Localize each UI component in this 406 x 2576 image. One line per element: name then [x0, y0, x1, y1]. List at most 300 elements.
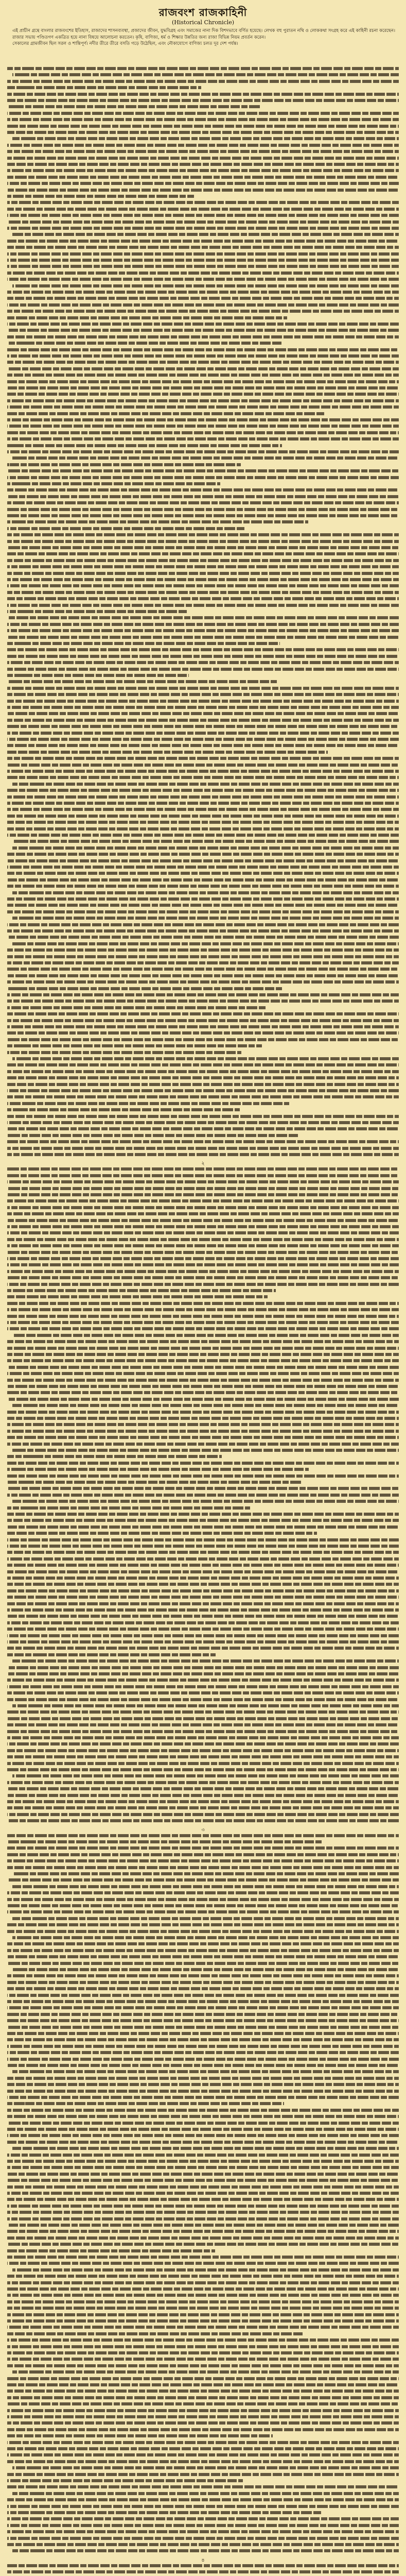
text-line — [7, 425, 399, 428]
text-line — [7, 2006, 399, 2009]
text-line — [7, 1583, 399, 1586]
text-line — [12, 2466, 399, 2469]
text-line — [7, 1640, 399, 1643]
text-line — [7, 508, 399, 511]
text-line — [7, 520, 308, 523]
text-line — [7, 495, 399, 498]
text-line — [7, 1768, 399, 1771]
text-line — [7, 904, 399, 907]
text-line — [7, 1347, 399, 1350]
text-line — [12, 73, 399, 76]
text-line — [7, 1411, 399, 1414]
text-line — [7, 2064, 399, 2067]
text-line — [7, 1813, 399, 1816]
text-line — [7, 1283, 399, 1286]
text-line — [7, 948, 399, 952]
text-line — [7, 1806, 399, 1809]
text-line — [7, 112, 399, 115]
text-line — [7, 169, 399, 172]
text-line — [12, 284, 399, 287]
text-line — [7, 444, 282, 447]
text-line — [7, 393, 399, 396]
text-line — [12, 1936, 399, 1939]
text-line — [7, 144, 399, 147]
text-line — [7, 808, 399, 811]
text-line — [7, 2434, 273, 2437]
title-block — [7, 6, 399, 26]
text-line — [7, 2473, 399, 2476]
text-line — [7, 1187, 399, 1190]
text-line — [12, 2492, 399, 2495]
text-line — [7, 240, 399, 243]
text-line — [7, 2530, 399, 2533]
text-line — [7, 2570, 399, 2573]
text-line — [7, 719, 399, 722]
text-line — [7, 923, 399, 926]
page-title: রাজবংশ রাজকাহিনী — [158, 6, 248, 19]
text-line — [7, 1167, 399, 1171]
paragraph: সেকালের গ্রামজীবন ছিল সরল ও শান্তিপূর্ণ। নদীর তীরে তীরে বসতি গড়ে উঠেছিল, এবং নৌকাযোগে বাণিজ্য চলত দূর দেশ পর্যন্ত। — [12, 41, 238, 46]
text-line — [7, 2058, 399, 2061]
text-line — [7, 1038, 399, 1041]
text-line — [12, 2268, 399, 2272]
text-line — [7, 361, 399, 364]
text-line — [7, 1615, 399, 1618]
text-line — [7, 929, 399, 933]
text-line — [7, 527, 244, 530]
text-line — [12, 846, 399, 850]
text-line — [7, 1494, 399, 1497]
text-line — [7, 1289, 276, 1292]
text-line — [7, 2505, 399, 2508]
text-line — [7, 163, 399, 166]
text-line — [7, 1070, 399, 1073]
text-line — [7, 616, 399, 619]
text-line — [7, 815, 399, 818]
text-line — [7, 604, 399, 607]
text-line — [7, 1436, 399, 1439]
text-line — [12, 1659, 399, 1663]
text-line — [7, 2428, 399, 2431]
text-line — [7, 2275, 399, 2278]
text-line — [7, 1238, 399, 1241]
text-line — [7, 987, 283, 990]
text-line — [7, 1621, 399, 1624]
text-line — [7, 1315, 399, 1318]
text-line — [7, 1206, 399, 1209]
text-line — [7, 955, 399, 958]
text-line — [7, 1019, 399, 1022]
text-line — [7, 2102, 284, 2105]
text-line — [7, 278, 399, 281]
text-line — [7, 1012, 399, 1015]
text-line — [7, 1602, 399, 1605]
text-line — [7, 2115, 399, 2118]
text-line — [7, 1487, 399, 1490]
text-line — [7, 265, 399, 268]
text-line — [7, 2256, 399, 2259]
text-line — [7, 259, 399, 262]
text-line — [7, 386, 399, 389]
text-line — [12, 1774, 399, 1777]
text-line — [7, 2345, 399, 2348]
text-line — [7, 2537, 399, 2540]
text-line — [7, 1955, 399, 1958]
text-line — [7, 482, 220, 485]
text-line — [7, 2358, 399, 2361]
text-line — [7, 725, 399, 728]
text-line — [7, 1481, 302, 1484]
text-line — [7, 1834, 399, 1837]
text-line — [7, 1443, 399, 1446]
text-line — [7, 1475, 399, 1478]
text-line — [7, 252, 399, 256]
text-line — [7, 1513, 399, 1516]
text-line — [7, 1102, 289, 1105]
text-line — [7, 2460, 399, 2463]
text-line — [12, 2070, 399, 2073]
text-line — [7, 2160, 399, 2163]
text-line — [7, 2281, 399, 2284]
text-line — [7, 1308, 399, 1311]
text-line — [7, 2179, 399, 2182]
text-line — [7, 1904, 399, 1907]
text-line — [7, 764, 399, 767]
text-line — [7, 348, 399, 351]
text-line — [7, 2287, 399, 2291]
text-line — [7, 1923, 399, 1926]
text-line — [12, 2549, 399, 2552]
text-line — [7, 533, 399, 536]
text-line — [7, 1372, 399, 1375]
text-line — [7, 1962, 399, 1965]
text-line — [7, 1391, 399, 1394]
text-line — [7, 1153, 399, 1156]
text-line — [7, 1225, 399, 1228]
text-line — [7, 105, 260, 108]
text-line — [7, 572, 399, 575]
text-line — [7, 668, 399, 671]
text-line — [7, 221, 399, 224]
text-line — [7, 1994, 399, 1997]
text-line — [7, 1634, 399, 1637]
text-line — [7, 514, 399, 517]
text-line — [7, 1749, 399, 1752]
text-line — [7, 2243, 399, 2246]
text-line — [7, 2230, 399, 2233]
text-line — [7, 208, 399, 211]
text-line — [7, 367, 399, 370]
text-line — [7, 1691, 399, 1694]
text-line — [7, 1589, 399, 1592]
text-line — [7, 591, 399, 594]
text-line — [7, 802, 399, 805]
text-line — [7, 1276, 399, 1279]
text-line — [7, 2351, 399, 2354]
text-line — [7, 1302, 399, 1305]
text-line — [7, 335, 399, 338]
text-line — [7, 1340, 399, 1343]
text-line — [7, 1564, 399, 1567]
text-line — [7, 1398, 399, 1401]
text-line — [7, 182, 399, 185]
text-line — [7, 2377, 399, 2380]
text-line — [7, 661, 399, 664]
text-line — [7, 776, 399, 779]
text-line — [7, 2032, 399, 2035]
text-line — [7, 1577, 399, 1580]
text-line — [7, 2051, 399, 2054]
text-line — [7, 1006, 266, 1009]
text-line — [7, 1359, 399, 1362]
text-line — [7, 738, 399, 741]
text-line — [7, 1455, 222, 1458]
page-subtitle: (Historical Chronicle) — [171, 19, 235, 26]
text-line — [7, 1051, 241, 1054]
text-line — [7, 272, 399, 275]
text-line — [7, 374, 399, 377]
text-line — [7, 623, 399, 626]
text-line — [7, 1417, 399, 1420]
text-line — [7, 2217, 399, 2221]
text-line — [7, 1327, 399, 1330]
text-line — [7, 246, 399, 249]
text-line — [7, 1723, 399, 1726]
text-line — [7, 93, 399, 96]
text-line — [7, 1794, 399, 1797]
text-line — [7, 751, 328, 754]
text-line — [7, 2205, 399, 2208]
text-line — [7, 706, 399, 709]
text-line — [12, 783, 399, 786]
text-line — [7, 380, 399, 383]
text-line — [7, 2192, 399, 2195]
text-line — [7, 1859, 399, 1862]
text-line — [7, 1596, 399, 1599]
text-line — [7, 303, 399, 307]
text-line — [7, 329, 399, 332]
text-line — [7, 999, 399, 1003]
text-line — [7, 1846, 399, 1850]
text-line — [7, 316, 287, 319]
text-line — [7, 584, 399, 587]
text-line — [7, 2485, 399, 2488]
text-line — [12, 137, 399, 140]
text-line — [7, 488, 399, 492]
text-line — [7, 214, 399, 217]
text-line — [7, 1666, 399, 1669]
text-line — [7, 418, 399, 421]
text-line — [7, 834, 399, 837]
text-line — [7, 1212, 399, 1215]
text-line — [7, 1787, 399, 1790]
text-line — [7, 291, 399, 294]
text-line — [7, 2211, 399, 2214]
text-line — [7, 712, 399, 715]
text-line — [7, 1930, 399, 1933]
text-line — [7, 157, 399, 160]
text-line — [7, 131, 399, 134]
text-line — [7, 1762, 399, 1765]
text-line — [7, 1031, 399, 1035]
text-line — [7, 297, 399, 300]
text-line — [7, 2511, 321, 2514]
text-line — [7, 2083, 399, 2086]
text-line — [7, 437, 399, 440]
text-line — [7, 150, 399, 153]
text-line — [7, 993, 399, 996]
text-line — [7, 195, 194, 198]
text-line — [7, 872, 399, 875]
text-line — [12, 1872, 399, 1875]
text-line — [7, 565, 399, 568]
text-line — [7, 2524, 399, 2527]
text-line — [7, 2402, 399, 2405]
text-line — [12, 2370, 399, 2374]
text-line — [7, 827, 399, 831]
text-line — [7, 354, 399, 358]
text-line — [7, 1076, 399, 1079]
text-line — [7, 86, 201, 89]
text-line — [7, 2000, 399, 2003]
text-line — [7, 1755, 399, 1758]
text-line — [7, 125, 399, 128]
text-line — [7, 2479, 243, 2482]
text-line — [7, 463, 241, 466]
text-line — [7, 2109, 399, 2112]
text-line — [7, 227, 399, 230]
text-line — [7, 1710, 399, 1714]
text-line — [12, 1500, 399, 1503]
text-line — [7, 1800, 399, 1803]
text-line — [7, 399, 399, 402]
text-line — [7, 201, 399, 204]
text-line — [7, 1295, 268, 1298]
text-line — [7, 1462, 399, 1465]
text-line — [7, 629, 399, 632]
text-line — [12, 942, 399, 945]
text-line — [7, 2045, 399, 2048]
text-line — [7, 2409, 399, 2412]
text-line — [7, 1679, 399, 1682]
text-line — [7, 1257, 399, 1260]
text-line — [7, 2364, 399, 2367]
text-line — [7, 2447, 399, 2450]
text-line — [12, 1449, 399, 1452]
text-line — [7, 1538, 399, 1541]
text-line — [7, 1551, 399, 1554]
text-line — [7, 1095, 399, 1098]
text-line — [12, 917, 399, 920]
text-line — [7, 1698, 399, 1701]
text-line — [7, 2249, 215, 2252]
text-line — [7, 878, 399, 882]
text-line — [7, 597, 399, 600]
text-line — [7, 866, 399, 869]
paragraph: এই প্রাচীন গ্রন্থে বাংলার রাজবংশের ইতিহাস, রাজাদের শাসনব্যবস্থা, প্রজাদের জীবন, যুদ্ধবিগ্রহ এবং সমাজের নানা দিক বিশদভাবে বর্ণিত হয়েছে। লেখক বহু পুরাতন নথি ও লোককথা সংগ্রহ করে এই কাহিনী রচনা করেছেন। — [12, 28, 396, 34]
text-line — [12, 1885, 399, 1888]
text-line — [7, 2300, 399, 2303]
text-line — [7, 1570, 399, 1573]
text-line — [12, 233, 399, 236]
text-line — [12, 1404, 399, 1407]
text-line — [7, 2441, 399, 2444]
text-line — [7, 1506, 250, 1510]
text-line — [7, 469, 399, 472]
text-line — [7, 821, 399, 824]
text-line — [7, 1898, 399, 1901]
text-line — [7, 1140, 399, 1143]
text-line — [7, 1121, 399, 1124]
text-line — [7, 2236, 399, 2240]
text-line — [7, 1608, 399, 1612]
text-line — [7, 1647, 399, 1650]
text-line — [7, 1366, 399, 1369]
text-line — [7, 1353, 399, 1356]
text-line — [7, 1987, 399, 1990]
text-line — [7, 674, 189, 677]
text-line — [7, 559, 399, 562]
text-line — [7, 1974, 399, 1977]
text-line — [7, 2338, 399, 2342]
text-line — [7, 431, 399, 434]
text-line — [7, 1819, 399, 1822]
text-line — [7, 1025, 399, 1028]
text-line — [7, 1231, 399, 1234]
text-line — [7, 2326, 399, 2329]
text-line — [7, 1385, 399, 1388]
text-line — [7, 642, 280, 645]
text-line — [7, 2128, 399, 2131]
text-line — [7, 1199, 399, 1202]
text-line — [7, 2498, 399, 2501]
text-line — [7, 980, 399, 984]
text-line — [7, 2141, 399, 2144]
section-mark: ৪ — [201, 2557, 205, 2563]
text-line — [7, 1519, 399, 1522]
text-line — [7, 189, 399, 192]
text-line — [7, 1083, 399, 1086]
text-line — [7, 2026, 399, 2029]
text-line — [7, 636, 399, 639]
text-line — [7, 2154, 399, 2157]
text-line — [7, 1127, 399, 1130]
text-line — [7, 1981, 399, 1984]
text-line — [7, 936, 399, 939]
text-line — [7, 885, 399, 888]
text-line — [7, 853, 399, 856]
text-line — [7, 1910, 399, 1913]
text-line — [7, 700, 399, 703]
text-line — [7, 1840, 322, 1843]
text-line — [7, 501, 399, 504]
text-line — [7, 2224, 399, 2227]
text-line — [7, 1545, 399, 1548]
text-line — [7, 310, 399, 313]
text-line — [7, 2134, 399, 2137]
text-line — [7, 2090, 399, 2093]
text-line — [7, 610, 187, 613]
text-line — [7, 99, 399, 102]
text-line — [7, 2198, 399, 2201]
text-line — [12, 2147, 399, 2150]
text-line — [7, 655, 399, 658]
text-line — [7, 80, 399, 83]
text-line — [7, 2019, 399, 2022]
text-line — [7, 2122, 399, 2125]
text-line — [7, 693, 399, 696]
text-line — [7, 405, 399, 409]
